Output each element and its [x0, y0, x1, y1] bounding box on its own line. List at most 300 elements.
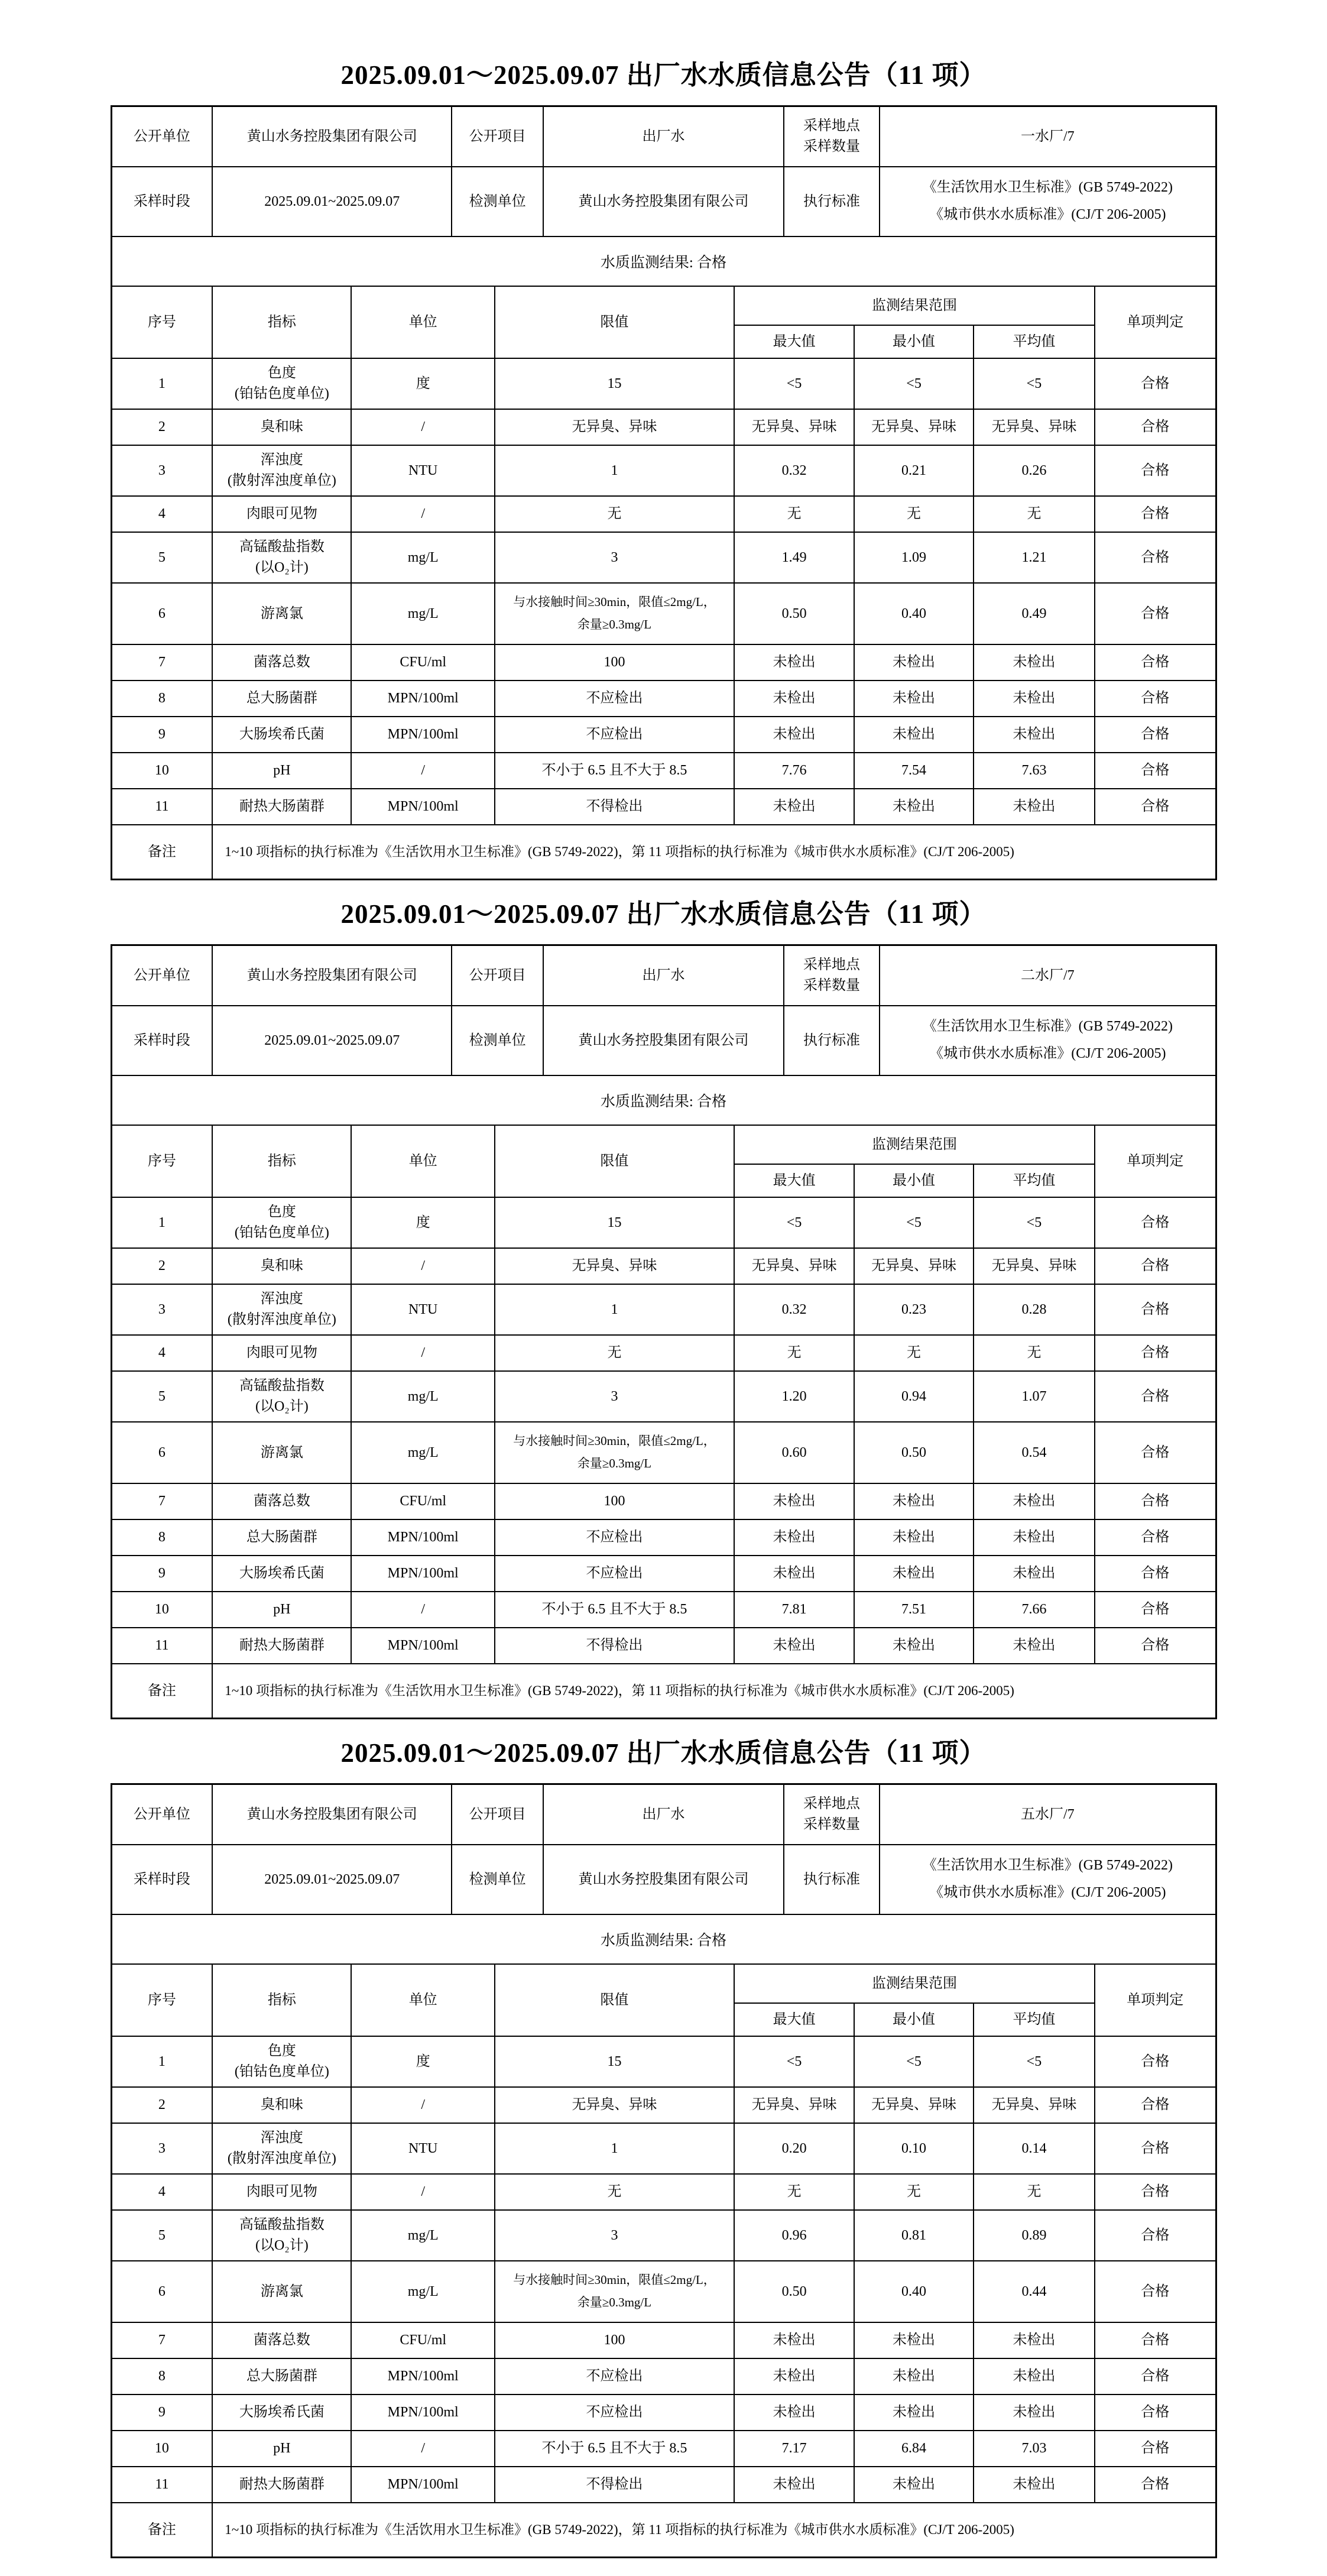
cell-avg: 未检出 — [974, 1519, 1095, 1556]
org-value: 黄山水务控股集团有限公司 — [212, 946, 452, 1006]
cell-limit: 15 — [495, 2036, 734, 2087]
page-title: 2025.09.01～2025.09.07 出厂水水质信息公告（11 项） — [340, 899, 987, 929]
cell-indicator: 肉眼可见物 — [212, 2174, 351, 2210]
cell-unit: / — [351, 409, 495, 445]
cell-verdict: 合格 — [1095, 1422, 1215, 1483]
cell-unit: NTU — [351, 445, 495, 496]
cell-verdict: 合格 — [1095, 2394, 1215, 2431]
cell-min: 7.51 — [854, 1592, 974, 1628]
col-header-verdict: 单项判定 — [1095, 1125, 1215, 1197]
cell-no: 9 — [112, 717, 213, 753]
cell-min: 无 — [854, 496, 974, 532]
cell-max: 未检出 — [734, 2394, 854, 2431]
cell-min: 1.09 — [854, 532, 974, 583]
cell-indicator: 耐热大肠菌群 — [212, 2467, 351, 2503]
cell-no: 5 — [112, 1371, 213, 1422]
table-row — [112, 358, 1215, 409]
cell-limit: 不应检出 — [495, 1556, 734, 1592]
cell-verdict: 合格 — [1095, 2431, 1215, 2467]
indicator-subname: (散射浑浊度单位) — [227, 1312, 336, 1327]
table-row — [112, 1284, 1215, 1335]
cell-no: 7 — [112, 644, 213, 681]
cell-unit: MPN/100ml — [351, 1628, 495, 1664]
cell-avg: 未检出 — [974, 789, 1095, 825]
cell-max: <5 — [734, 1197, 854, 1248]
indicator-subname: (铂钴色度单位) — [234, 386, 329, 401]
cell-verdict: 合格 — [1095, 2210, 1215, 2261]
table-row — [112, 2322, 1215, 2358]
cell-no: 3 — [112, 1284, 213, 1335]
remark-text: 1~10 项指标的执行标准为《生活饮用水卫生标准》(GB 5749-2022)，第 11 项指标的执行标准为《城市供水水质标准》(CJ/T 206-2005) — [212, 825, 1215, 879]
cell-unit: mg/L — [351, 1422, 495, 1483]
cell-limit: 无 — [495, 2174, 734, 2210]
cell-no: 3 — [112, 445, 213, 496]
cell-no: 8 — [112, 681, 213, 717]
cell-indicator: 臭和味 — [212, 2087, 351, 2123]
org-value: 黄山水务控股集团有限公司 — [212, 107, 452, 167]
cell-max: 1.49 — [734, 532, 854, 583]
cell-verdict: 合格 — [1095, 496, 1215, 532]
table-row — [112, 789, 1215, 825]
cell-unit: mg/L — [351, 2210, 495, 2261]
cell-min: 0.23 — [854, 1284, 974, 1335]
cell-verdict: 合格 — [1095, 789, 1215, 825]
table-row — [112, 2467, 1215, 2503]
table-row — [112, 1592, 1215, 1628]
cell-avg: 未检出 — [974, 2467, 1095, 2503]
table-row — [112, 1519, 1215, 1556]
header-row-top — [112, 286, 1215, 325]
col-header-unit: 单位 — [351, 286, 495, 358]
col-header-indicator: 指标 — [212, 1125, 351, 1197]
cell-max: 0.50 — [734, 2261, 854, 2322]
cell-limit: 3 — [495, 1371, 734, 1422]
cell-min: 0.50 — [854, 1422, 974, 1483]
table-row — [112, 2394, 1215, 2431]
indicator-subname: (散射浑浊度单位) — [227, 2151, 336, 2166]
cell-verdict: 合格 — [1095, 583, 1215, 644]
project-label: 公开项目 — [452, 1785, 543, 1845]
info-row-1 — [112, 107, 1215, 167]
col-header-indicator: 指标 — [212, 286, 351, 358]
cell-no: 7 — [112, 2322, 213, 2358]
cell-max: 未检出 — [734, 644, 854, 681]
info-row-1 — [112, 946, 1215, 1006]
cell-avg: 无异臭、异味 — [974, 409, 1095, 445]
cell-limit: 无 — [495, 1335, 734, 1371]
cell-min: 未检出 — [854, 2467, 974, 2503]
cell-indicator: 耐热大肠菌群 — [212, 789, 351, 825]
cell-unit: 度 — [351, 1197, 495, 1248]
lab-label: 检测单位 — [452, 167, 543, 236]
cell-unit: MPN/100ml — [351, 1519, 495, 1556]
table-row — [112, 2087, 1215, 2123]
cell-avg: 0.28 — [974, 1284, 1095, 1335]
header-row-top — [112, 1964, 1215, 2003]
table-row — [112, 2261, 1215, 2322]
cell-avg: 0.26 — [974, 445, 1095, 496]
cell-unit: 度 — [351, 358, 495, 409]
cell-no: 5 — [112, 532, 213, 583]
cell-avg: 未检出 — [974, 1483, 1095, 1519]
limit-line-2: 余量≥0.3mg/L — [577, 617, 652, 631]
col-header-max: 最大值 — [734, 325, 854, 358]
col-header-limit: 限值 — [495, 1964, 734, 2036]
project-label: 公开项目 — [452, 946, 543, 1006]
cell-max: 1.20 — [734, 1371, 854, 1422]
cell-avg: 未检出 — [974, 681, 1095, 717]
indicator-name: 高锰酸盐指数 — [239, 2217, 325, 2233]
cell-max: 未检出 — [734, 717, 854, 753]
cell-unit: / — [351, 2087, 495, 2123]
cell-verdict: 合格 — [1095, 532, 1215, 583]
cell-unit: / — [351, 2174, 495, 2210]
info-row-2 — [112, 167, 1215, 236]
remark-row — [112, 1664, 1215, 1718]
cell-limit: 无异臭、异味 — [495, 2087, 734, 2123]
table-row — [112, 1556, 1215, 1592]
table-row — [112, 1483, 1215, 1519]
cell-unit: CFU/ml — [351, 2322, 495, 2358]
page-title: 2025.09.01～2025.09.07 出厂水水质信息公告（11 项） — [340, 60, 987, 90]
cell-no: 2 — [112, 409, 213, 445]
col-header-range: 监测结果范围 — [734, 1964, 1095, 2003]
cell-max: 未检出 — [734, 2322, 854, 2358]
period-label: 采样时段 — [112, 167, 213, 236]
col-header-avg: 平均值 — [974, 1164, 1095, 1197]
lab-value: 黄山水务控股集团有限公司 — [543, 167, 784, 236]
remark-row — [112, 2503, 1215, 2556]
remark-label: 备注 — [112, 825, 213, 879]
cell-avg: 未检出 — [974, 644, 1095, 681]
info-table — [112, 1785, 1215, 1915]
project-value: 出厂水 — [543, 107, 784, 167]
cell-min: 未检出 — [854, 644, 974, 681]
cell-indicator: 大肠埃希氏菌 — [212, 1556, 351, 1592]
indicator-name: 高锰酸盐指数 — [239, 539, 325, 555]
cell-min: 无异臭、异味 — [854, 409, 974, 445]
cell-verdict: 合格 — [1095, 2123, 1215, 2174]
cell-unit: MPN/100ml — [351, 2394, 495, 2431]
indicator-subname: (以O₂计) — [255, 1399, 309, 1414]
cell-avg: 无 — [974, 2174, 1095, 2210]
announcement-table — [111, 105, 1217, 880]
lab-label: 检测单位 — [452, 1006, 543, 1075]
cell-unit: mg/L — [351, 532, 495, 583]
cell-unit: MPN/100ml — [351, 1556, 495, 1592]
cell-max: 0.50 — [734, 583, 854, 644]
cell-limit: 15 — [495, 358, 734, 409]
result-banner: 水质监测结果: 合格 — [600, 1933, 727, 1949]
cell-indicator: 游离氯 — [212, 2261, 351, 2322]
cell-min: 0.81 — [854, 2210, 974, 2261]
cell-avg: 1.07 — [974, 1371, 1095, 1422]
cell-avg: <5 — [974, 2036, 1095, 2087]
indicator-name: 高锰酸盐指数 — [239, 1378, 325, 1394]
indicator-subname: (散射浑浊度单位) — [227, 473, 336, 488]
col-header-max: 最大值 — [734, 1164, 854, 1197]
info-row-2 — [112, 1845, 1215, 1914]
cell-limit: 100 — [495, 1483, 734, 1519]
cell-avg: 未检出 — [974, 717, 1095, 753]
col-header-no: 序号 — [112, 1125, 213, 1197]
announcement-sections — [0, 59, 1327, 2558]
cell-avg: 无 — [974, 496, 1095, 532]
standard-line-2: 《城市供水水质标准》(CJ/T 206-2005) — [929, 207, 1166, 222]
org-label: 公开单位 — [112, 107, 213, 167]
cell-indicator: 总大肠菌群 — [212, 681, 351, 717]
cell-verdict: 合格 — [1095, 1556, 1215, 1592]
period-label: 采样时段 — [112, 1006, 213, 1075]
cell-no: 4 — [112, 1335, 213, 1371]
cell-verdict: 合格 — [1095, 1284, 1215, 1335]
table-row — [112, 1248, 1215, 1284]
col-header-min: 最小值 — [854, 325, 974, 358]
cell-limit: 不应检出 — [495, 2394, 734, 2431]
info-table — [112, 107, 1215, 237]
cell-no: 6 — [112, 583, 213, 644]
cell-indicator: 菌落总数 — [212, 644, 351, 681]
cell-avg: 0.44 — [974, 2261, 1095, 2322]
indicator-name: 色度 — [267, 1204, 296, 1220]
remark-row — [112, 825, 1215, 879]
indicator-subname: (以O₂计) — [255, 2238, 309, 2253]
cell-limit: 不得检出 — [495, 1628, 734, 1664]
table-row — [112, 2036, 1215, 2087]
cell-verdict: 合格 — [1095, 1628, 1215, 1664]
cell-no: 10 — [112, 2431, 213, 2467]
cell-min: 未检出 — [854, 681, 974, 717]
cell-limit: 不应检出 — [495, 2358, 734, 2394]
cell-no: 2 — [112, 2087, 213, 2123]
cell-unit: / — [351, 496, 495, 532]
table-row — [112, 1335, 1215, 1371]
cell-max: <5 — [734, 358, 854, 409]
table-row — [112, 496, 1215, 532]
cell-min: 未检出 — [854, 1628, 974, 1664]
cell-unit: / — [351, 1335, 495, 1371]
cell-min: 无异臭、异味 — [854, 2087, 974, 2123]
cell-indicator: pH — [212, 1592, 351, 1628]
table-row — [112, 532, 1215, 583]
cell-max: 7.76 — [734, 753, 854, 789]
cell-avg: 未检出 — [974, 2322, 1095, 2358]
cell-verdict: 合格 — [1095, 2261, 1215, 2322]
table-row — [112, 717, 1215, 753]
cell-limit: 不小于 6.5 且不大于 8.5 — [495, 753, 734, 789]
cell-no: 11 — [112, 789, 213, 825]
cell-indicator: 肉眼可见物 — [212, 1335, 351, 1371]
lab-label: 检测单位 — [452, 1845, 543, 1914]
cell-avg: 0.14 — [974, 2123, 1095, 2174]
cell-unit: MPN/100ml — [351, 789, 495, 825]
remark-label: 备注 — [112, 1664, 213, 1718]
indicator-subname: (以O₂计) — [255, 560, 309, 575]
cell-verdict: 合格 — [1095, 1483, 1215, 1519]
col-header-limit: 限值 — [495, 286, 734, 358]
limit-line-2: 余量≥0.3mg/L — [577, 2295, 652, 2309]
cell-max: 0.32 — [734, 1284, 854, 1335]
cell-unit: CFU/ml — [351, 644, 495, 681]
col-header-min: 最小值 — [854, 1164, 974, 1197]
cell-no: 11 — [112, 2467, 213, 2503]
cell-verdict: 合格 — [1095, 2087, 1215, 2123]
cell-limit — [495, 1422, 734, 1483]
data-table — [112, 286, 1215, 879]
cell-limit: 100 — [495, 644, 734, 681]
cell-max: <5 — [734, 2036, 854, 2087]
org-label: 公开单位 — [112, 1785, 213, 1845]
cell-unit: / — [351, 753, 495, 789]
indicator-name: 色度 — [267, 365, 296, 381]
col-header-no: 序号 — [112, 1964, 213, 2036]
cell-limit: 3 — [495, 2210, 734, 2261]
cell-avg: 未检出 — [974, 2358, 1095, 2394]
col-header-range: 监测结果范围 — [734, 286, 1095, 325]
sampling-count-label: 采样数量 — [803, 978, 861, 993]
standard-value — [880, 1006, 1215, 1075]
remark-label: 备注 — [112, 2503, 213, 2556]
announcement-table — [111, 944, 1217, 1719]
cell-max: 未检出 — [734, 1556, 854, 1592]
cell-indicator: 总大肠菌群 — [212, 2358, 351, 2394]
cell-no: 4 — [112, 2174, 213, 2210]
cell-avg: 7.03 — [974, 2431, 1095, 2467]
period-value: 2025.09.01~2025.09.07 — [212, 167, 452, 236]
cell-min: 0.94 — [854, 1371, 974, 1422]
cell-no: 11 — [112, 1628, 213, 1664]
cell-max: 无 — [734, 1335, 854, 1371]
cell-indicator: 臭和味 — [212, 1248, 351, 1284]
cell-verdict: 合格 — [1095, 1197, 1215, 1248]
project-value: 出厂水 — [543, 1785, 784, 1845]
cell-min: <5 — [854, 358, 974, 409]
cell-indicator: 大肠埃希氏菌 — [212, 2394, 351, 2431]
cell-min: 未检出 — [854, 1519, 974, 1556]
cell-no: 10 — [112, 753, 213, 789]
indicator-subname: (铂钴色度单位) — [234, 1225, 329, 1240]
cell-indicator — [212, 1197, 351, 1248]
cell-limit: 15 — [495, 1197, 734, 1248]
standard-line-1: 《生活饮用水卫生标准》(GB 5749-2022) — [922, 1858, 1173, 1874]
cell-indicator: 菌落总数 — [212, 2322, 351, 2358]
indicator-name: 色度 — [267, 2043, 296, 2059]
sampling-label-cell — [784, 1785, 880, 1845]
cell-verdict: 合格 — [1095, 409, 1215, 445]
period-value: 2025.09.01~2025.09.07 — [212, 1006, 452, 1075]
cell-indicator: 游离氯 — [212, 583, 351, 644]
cell-limit: 1 — [495, 445, 734, 496]
period-label: 采样时段 — [112, 1845, 213, 1914]
result-banner: 水质监测结果: 合格 — [600, 255, 727, 271]
cell-no: 7 — [112, 1483, 213, 1519]
info-row-1 — [112, 1785, 1215, 1845]
standard-line-2: 《城市供水水质标准》(CJ/T 206-2005) — [929, 1046, 1166, 1061]
col-header-unit: 单位 — [351, 1125, 495, 1197]
cell-avg: 1.21 — [974, 532, 1095, 583]
table-row — [112, 2174, 1215, 2210]
sampling-spot-label: 采样地点 — [803, 957, 861, 973]
cell-verdict: 合格 — [1095, 2358, 1215, 2394]
cell-indicator: 肉眼可见物 — [212, 496, 351, 532]
cell-unit: MPN/100ml — [351, 2467, 495, 2503]
cell-limit: 100 — [495, 2322, 734, 2358]
cell-no: 8 — [112, 1519, 213, 1556]
lab-value: 黄山水务控股集团有限公司 — [543, 1845, 784, 1914]
col-header-no: 序号 — [112, 286, 213, 358]
table-row — [112, 1628, 1215, 1664]
cell-min: 无异臭、异味 — [854, 1248, 974, 1284]
standard-line-2: 《城市供水水质标准》(CJ/T 206-2005) — [929, 1885, 1166, 1900]
cell-unit: / — [351, 1248, 495, 1284]
cell-indicator — [212, 2123, 351, 2174]
cell-max: 未检出 — [734, 789, 854, 825]
cell-limit — [495, 583, 734, 644]
cell-verdict: 合格 — [1095, 2322, 1215, 2358]
cell-no: 4 — [112, 496, 213, 532]
cell-verdict: 合格 — [1095, 681, 1215, 717]
remark-text: 1~10 项指标的执行标准为《生活饮用水卫生标准》(GB 5749-2022)，第 11 项指标的执行标准为《城市供水水质标准》(CJ/T 206-2005) — [212, 2503, 1215, 2556]
table-row — [112, 681, 1215, 717]
table-row — [112, 1422, 1215, 1483]
cell-min: 0.40 — [854, 583, 974, 644]
cell-min: 未检出 — [854, 789, 974, 825]
cell-min: 无 — [854, 2174, 974, 2210]
cell-verdict: 合格 — [1095, 445, 1215, 496]
cell-min: 未检出 — [854, 2394, 974, 2431]
table-row — [112, 583, 1215, 644]
cell-max: 未检出 — [734, 1519, 854, 1556]
sampling-label-cell — [784, 946, 880, 1006]
cell-limit: 不得检出 — [495, 789, 734, 825]
cell-verdict: 合格 — [1095, 2036, 1215, 2087]
cell-max: 0.96 — [734, 2210, 854, 2261]
cell-limit: 不得检出 — [495, 2467, 734, 2503]
standard-line-1: 《生活饮用水卫生标准》(GB 5749-2022) — [922, 1019, 1173, 1035]
cell-indicator: pH — [212, 753, 351, 789]
cell-no: 5 — [112, 2210, 213, 2261]
data-table — [112, 1963, 1215, 2556]
table-row — [112, 409, 1215, 445]
cell-avg: 未检出 — [974, 1556, 1095, 1592]
cell-indicator — [212, 532, 351, 583]
cell-avg: 无异臭、异味 — [974, 1248, 1095, 1284]
announcement-table — [111, 1783, 1217, 2558]
cell-limit: 不应检出 — [495, 681, 734, 717]
cell-unit: mg/L — [351, 1371, 495, 1422]
sampling-count-label: 采样数量 — [803, 1817, 861, 1832]
cell-avg: <5 — [974, 358, 1095, 409]
cell-avg: 无异臭、异味 — [974, 2087, 1095, 2123]
header-row-top — [112, 1125, 1215, 1164]
cell-max: 未检出 — [734, 681, 854, 717]
result-banner: 水质监测结果: 合格 — [600, 1094, 727, 1110]
cell-verdict: 合格 — [1095, 1519, 1215, 1556]
cell-no: 1 — [112, 2036, 213, 2087]
table-row — [112, 2123, 1215, 2174]
cell-verdict: 合格 — [1095, 2467, 1215, 2503]
cell-limit: 1 — [495, 2123, 734, 2174]
sampling-spot-label: 采样地点 — [803, 118, 861, 134]
col-header-verdict: 单项判定 — [1095, 286, 1215, 358]
announcement-section — [111, 59, 1217, 880]
col-header-min: 最小值 — [854, 2003, 974, 2036]
col-header-verdict: 单项判定 — [1095, 1964, 1215, 2036]
plant-value: 二水厂/7 — [880, 946, 1215, 1006]
lab-value: 黄山水务控股集团有限公司 — [543, 1006, 784, 1075]
cell-verdict: 合格 — [1095, 753, 1215, 789]
cell-verdict: 合格 — [1095, 1592, 1215, 1628]
